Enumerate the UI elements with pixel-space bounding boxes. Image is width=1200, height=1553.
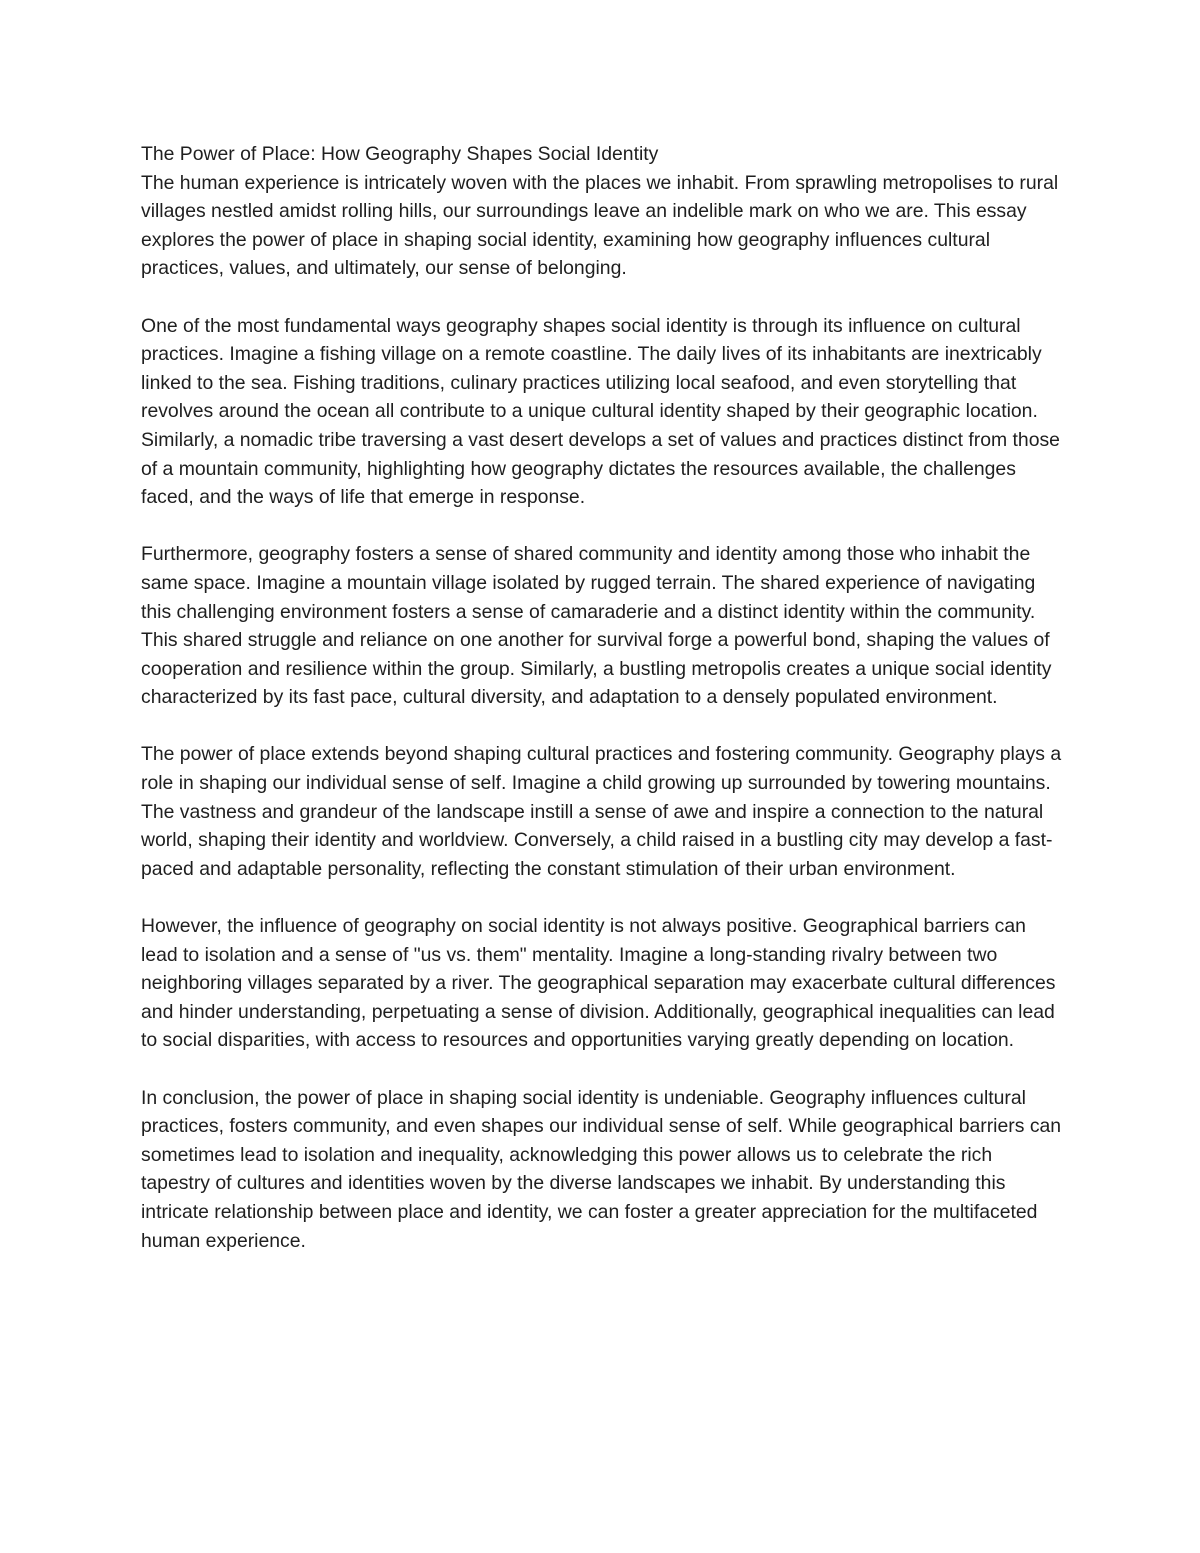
document-body: [141, 140, 1066, 1255]
paragraph-individual-self: The power of place extends beyond shaping cultural practices and fostering community. Geography plays a role in shaping our individual sense of self. Imagine a child growing up surrounded by towering mountains. The vastness and grandeur of the landscape instill a sense of awe and inspire a connection to the natural world, shaping their identity and worldview. Conversely, a child raised in a bustling city may develop a fast-paced and adaptable personality, reflecting the constant stimulation of their urban environment.: [141, 743, 1062, 880]
paragraph-intro: The human experience is intricately woven with the places we inhabit. From sprawling metropolises to rural villages nestled amidst rolling hills, our surroundings leave an indelible mark on who we are. This essay explores the power of place in shaping social identity, examining how geography influences cultural practices, values, and ultimately, our sense of belonging.: [141, 171, 1059, 280]
paragraph-shared-community: Furthermore, geography fosters a sense of shared community and identity among those who inhabit the same space. Imagine a mountain village isolated by rugged terrain. The shared experience of navigating this challenging environment fosters a sense of camaraderie and a distinct identity within the community. This shared struggle and reliance on one another for survival forge a powerful bond, shaping the values of cooperation and resilience within the group. Similarly, a bustling metropolis creates a unique social identity characterized by its fast pace, cultural diversity, and adaptation to a densely populated environment.: [141, 543, 1052, 709]
paragraph-cultural-practices: One of the most fundamental ways geography shapes social identity is through its influence on cultural practices. Imagine a fishing village on a remote coastline. The daily lives of its inhabitants are inextricably linked to the sea. Fishing traditions, culinary practices utilizing local seafood, and even storytelling that revolves around the ocean all contribute to a unique cultural identity shaped by their geographic location. Similarly, a nomadic tribe traversing a vast desert develops a set of values and practices distinct from those of a mountain community, highlighting how geography dictates the resources available, the challenges faced, and the ways of life that emerge in response.: [141, 314, 1060, 509]
document-title: The Power of Place: How Geography Shapes Social Identity: [141, 143, 659, 165]
paragraph-conclusion: In conclusion, the power of place in shaping social identity is undeniable. Geography influences cultural practices, fosters community, and even shapes our individual sense of self. While geographical barriers can sometimes lead to isolation and inequality, acknowledging this power allows us to celebrate the rich tapestry of cultures and identities woven by the diverse landscapes we inhabit. By understanding this intricate relationship between place and identity, we can foster a greater appreciation for the multifaceted human experience.: [141, 1086, 1062, 1252]
paragraph-negative-influence: However, the influence of geography on social identity is not always positive. Geographical barriers can lead to isolation and a sense of "us vs. them" mentality. Imagine a long-standing rivalry between two neighboring villages separated by a river. The geographical separation may exacerbate cultural differences and hinder understanding, perpetuating a sense of division. Additionally, geographical inequalities can lead to social disparities, with access to resources and opportunities varying greatly depending on location.: [141, 915, 1056, 1052]
